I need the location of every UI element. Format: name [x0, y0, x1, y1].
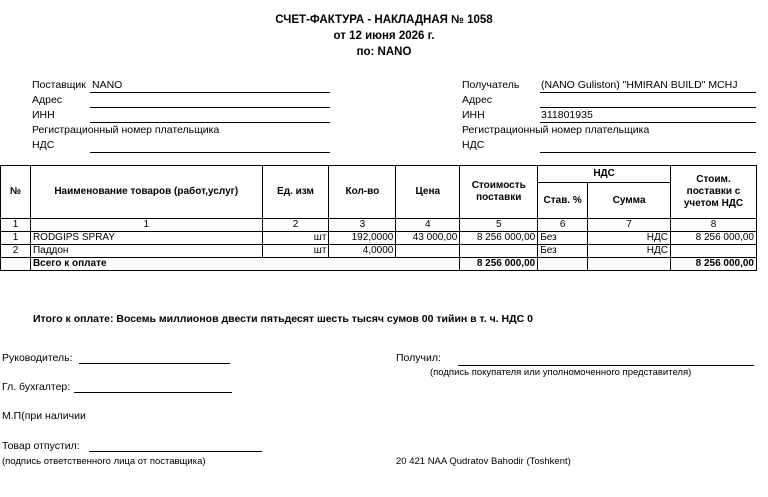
received-label: Получил: — [396, 352, 441, 364]
recipient-address-line — [540, 107, 756, 108]
recipient-inn: 311801935 — [541, 109, 593, 121]
row-cost: 8 256 000,00 — [460, 232, 538, 245]
col-header-nds: НДС — [538, 166, 671, 183]
row-qty: 4,0000 — [329, 245, 396, 258]
row-unit: шт — [262, 245, 329, 258]
table-row — [1, 245, 757, 258]
row-name: RODGIPS SPRAY — [30, 232, 262, 245]
invoice-table — [0, 165, 757, 271]
recipient-label: Получатель — [462, 79, 520, 91]
released-label: Товар отпустил: — [2, 440, 80, 452]
row-name: Паддон — [30, 245, 262, 258]
total-cost: 8 256 000,00 — [460, 258, 538, 271]
total-all: 8 256 000,00 — [671, 258, 757, 271]
recipient-address-label: Адрес — [462, 94, 493, 106]
col-header-total: Стоим. поставки с учетом НДС — [671, 166, 757, 219]
column-number: 5 — [460, 219, 538, 232]
accountant-signature-line — [74, 392, 232, 393]
column-number: 6 — [538, 219, 588, 232]
released-signature-line — [89, 451, 262, 452]
col-header-unit: Ед. изм — [262, 166, 329, 219]
recipient-inn-label: ИНН — [462, 109, 485, 121]
row-total: 8 256 000,00 — [671, 232, 757, 245]
recipient-nds-label: НДС — [462, 139, 485, 151]
row-total — [671, 245, 757, 258]
col-header-name: Наименование товаров (работ,услуг) — [30, 166, 262, 219]
column-number: 1 — [30, 219, 262, 232]
col-header-no: № — [1, 166, 31, 219]
row-rate: Без — [538, 245, 588, 258]
col-header-cost: Стоимость поставки — [460, 166, 538, 219]
recipient-reg-label: Регистрационный номер плательщика — [462, 124, 650, 136]
supplier-nds-label: НДС — [32, 139, 55, 151]
supplier-address-label: Адрес — [32, 94, 63, 106]
col-header-sum: Сумма — [588, 183, 671, 219]
row-unit: шт — [262, 232, 329, 245]
column-number: 4 — [396, 219, 460, 232]
supplier-inn-line — [90, 122, 330, 123]
supplier-nds-line — [90, 152, 330, 153]
total-label: Всего к оплате — [30, 258, 459, 271]
invoice-title: СЧЕТ-ФАКТУРА - НАКЛАДНАЯ № 1058 — [275, 14, 493, 26]
invoice-date: от 12 июня 2026 г. — [333, 30, 435, 42]
col-header-price: Цена — [396, 166, 460, 219]
column-number-row — [1, 219, 757, 232]
column-number: 7 — [588, 219, 671, 232]
column-number: 2 — [262, 219, 329, 232]
recipient-inn-line — [540, 122, 756, 123]
amount-in-words: Итого к оплате: Восемь миллионов двести пятьдесят шесть тысяч сумов 00 тийин в т. ч. НДС 0 — [33, 313, 533, 325]
row-price: 43 000,00 — [396, 232, 460, 245]
invoice-basis: по: NANO — [356, 46, 412, 58]
director-signature-line — [79, 363, 230, 364]
accountant-label: Гл. бухгалтер: — [2, 381, 71, 393]
released-note: (подпись ответственного лица от поставщика) — [2, 456, 206, 467]
row-sum: НДС — [588, 232, 671, 245]
received-signature-line — [458, 365, 754, 366]
supplier-address-line — [90, 107, 330, 108]
supplier-name-line — [90, 92, 330, 93]
total-row — [1, 258, 757, 271]
column-number: 1 — [1, 219, 31, 232]
received-note: (подпись покупателя или уполномоченного представителя) — [430, 367, 692, 378]
supplier-label: Поставщик — [32, 79, 86, 91]
row-price — [396, 245, 460, 258]
power-of-attorney: 20 421 NAA Qudratov Bahodir (Toshkent) — [396, 456, 571, 467]
col-header-rate: Став. % — [538, 183, 588, 219]
supplier-name: NANO — [92, 79, 123, 91]
supplier-reg-label: Регистрационный номер плательщика — [32, 124, 220, 136]
col-header-qty: Кол-во — [329, 166, 396, 219]
row-rate: Без — [538, 232, 588, 245]
supplier-inn-label: ИНН — [32, 109, 55, 121]
row-cost — [460, 245, 538, 258]
recipient-name-line — [540, 92, 756, 93]
row-qty: 192,0000 — [329, 232, 396, 245]
column-number: 3 — [329, 219, 396, 232]
row-no: 1 — [1, 232, 31, 245]
recipient-nds-line — [540, 152, 756, 153]
director-label: Руководитель: — [2, 352, 73, 364]
column-number: 8 — [671, 219, 757, 232]
stamp-label: М.П(при наличии — [2, 410, 86, 422]
recipient-name: (NANO Guliston) "HMIRAN BUILD" MCHJ — [541, 79, 738, 91]
table-row — [1, 232, 757, 245]
row-no: 2 — [1, 245, 31, 258]
row-sum: НДС — [588, 245, 671, 258]
